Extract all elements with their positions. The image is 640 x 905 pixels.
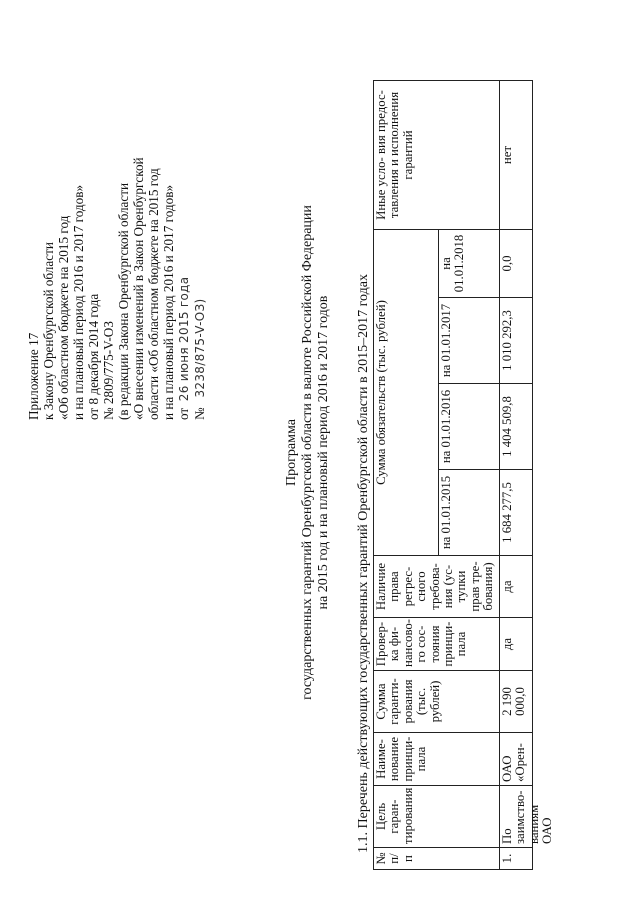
cell-2017: 1 010 292,3 <box>500 298 533 384</box>
appendix-line: Приложение 17 <box>26 332 41 420</box>
header-principal: Наиме- нование принци- пала <box>374 733 500 786</box>
date-label: от <box>176 407 191 420</box>
cell-2015: 1 684 277,5 <box>500 470 533 556</box>
header-date-2018: на 01.01.2018 <box>439 230 500 298</box>
appendix-block <box>26 0 208 420</box>
number-value: 3238/875-V-ОЗ) <box>193 298 207 398</box>
header-date-2016: на 01.01.2016 <box>439 384 500 470</box>
appendix-line: и на плановый период 2016 и 2017 годов» <box>161 184 176 420</box>
program-subtitle-line2: на 2015 год и на плановый период 2016 и 2017 годов <box>316 295 331 610</box>
header-date-2017: на 01.01.2017 <box>439 298 500 384</box>
appendix-line: от 8 декабря 2014 года <box>86 293 101 420</box>
cell-2016: 1 404 509,8 <box>500 384 533 470</box>
header-check: Провер- ка фи- нансово- го сос- тояния принци- пала <box>374 618 500 671</box>
cell-check: да <box>500 618 533 671</box>
cell-num: 1. <box>500 848 533 870</box>
cell-principal: ОАО «Орен- <box>500 733 533 786</box>
header-obligations: Сумма обязательств (тыс. рублей) <box>374 230 439 556</box>
cell-amount: 2 190 000,0 <box>500 671 533 733</box>
appendix-line: к Закону Оренбургской области <box>41 242 56 420</box>
guarantees-table <box>373 80 555 870</box>
table-row <box>500 81 533 870</box>
cell-regress: да <box>500 556 533 618</box>
appendix-line: «Об областном бюджете на 2015 год <box>56 215 71 420</box>
number-label: № <box>192 407 207 420</box>
header-date-2015: на 01.01.2015 <box>439 470 500 556</box>
cell-2018: 0,0 <box>500 230 533 298</box>
header-other: Иные усло- вия предос- тавления и исполнения гарантий <box>374 81 500 230</box>
section-heading: 1.1. Перечень действующих государственных гарантий Оренбургской области в 2015–2017 годах <box>356 274 371 853</box>
cell-purpose: По заимство- ваниям ОАО <box>500 786 533 848</box>
header-purpose: Цель гаран- тирования <box>374 786 500 848</box>
program-title: Программа <box>284 419 299 486</box>
table-header-row <box>374 81 439 870</box>
appendix-line: области «Об областном бюджете на 2015 год <box>146 168 161 420</box>
date-value: 26 июня 2015 года <box>177 276 191 402</box>
amendment-date <box>176 0 192 420</box>
cell-other: нет <box>500 81 533 230</box>
header-amount: Сумма гаранти- рования (тыс. рублей) <box>374 671 500 733</box>
appendix-line: и на плановый период 2016 и 2017 годов» <box>71 184 86 420</box>
amendment-number <box>192 0 208 420</box>
appendix-line: № 2809/775-V-ОЗ <box>101 321 116 420</box>
program-subtitle-line1: государственных гарантий Оренбургской области в валюте Российской Федерации <box>300 205 315 700</box>
header-regress: Наличие права регрес- сного требова- ния (ус- тупки прав тре- бования) <box>374 556 500 618</box>
appendix-line: «О внесении изменений в Закон Оренбургской <box>131 157 146 420</box>
appendix-line: (в редакции Закона Оренбургской области <box>116 182 131 420</box>
header-num: № п/п <box>374 848 500 870</box>
